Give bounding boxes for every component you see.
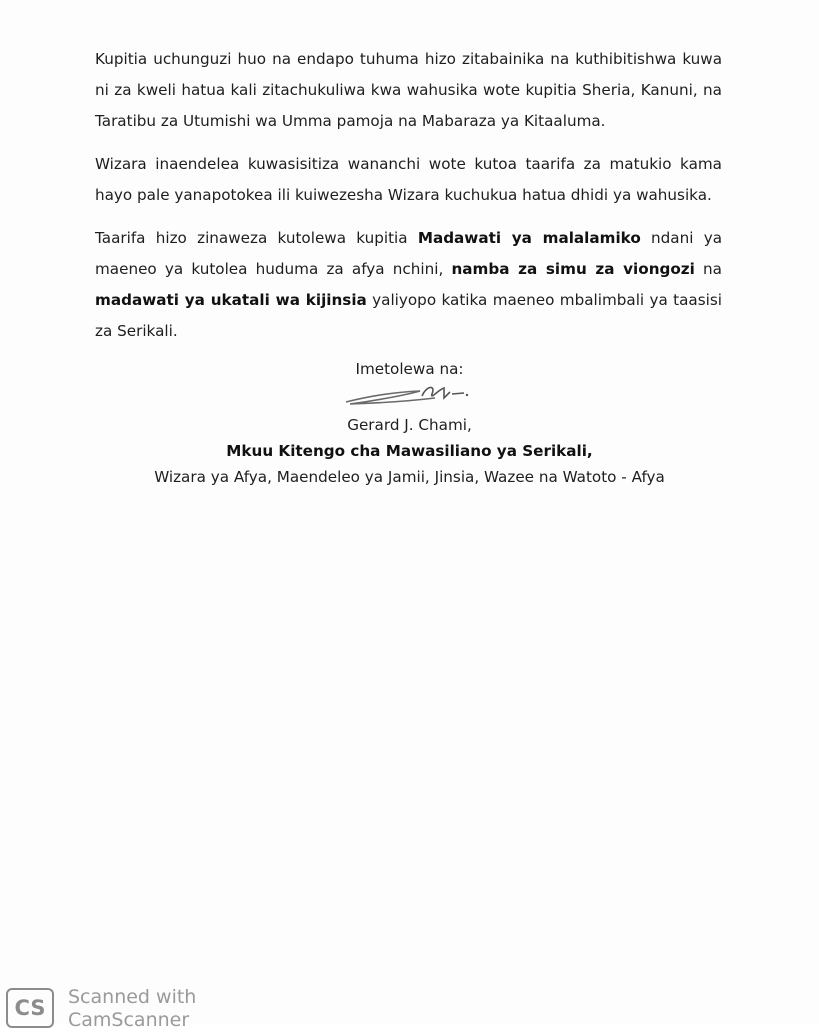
text-run: ndani ya maeneo ya kutolea huduma za afya nchini, [95, 229, 723, 278]
watermark-line-1: Scanned with [68, 986, 197, 1008]
paragraph [95, 223, 722, 347]
watermark-line-2: CamScanner [68, 1009, 190, 1031]
text-run: Taarifa hizo zinaweza kutolewa kupitia [95, 229, 418, 247]
signoff-block [0, 356, 819, 490]
text-run: yaliyopo katika maeneo mbalimbali ya taasisi za Serikali. [95, 291, 723, 340]
text-run: Kupitia uchunguzi huo na endapo tuhuma hizo zitabainika na kuthibitishwa kuwa ni za kweli hatua kali zitachukuliwa kwa wahusika wote kupitia Sheria, Kanuni, na Taratibu za Utumishi wa Umma pamoja na Mabaraza ya Kitaaluma. [95, 50, 722, 130]
bold-phrase: namba za simu za viongozi [451, 260, 695, 278]
signatory-title: Mkuu Kitengo cha Mawasiliano ya Serikali, [226, 442, 593, 460]
bold-phrase: madawati ya ukatali wa kijinsia [95, 291, 367, 309]
issued-by-label: Imetolewa na: [355, 360, 464, 378]
watermark-text [68, 986, 196, 1032]
text-run: Wizara inaendelea kuwasisitiza wananchi wote kutoa taarifa za matukio kama hayo pale yanapotokea ili kuiwezesha Wizara kuchukua hatua dhidi ya wahusika. [95, 155, 722, 204]
camscanner-logo-icon: CS [6, 988, 54, 1028]
letter-body [95, 44, 722, 359]
camscanner-watermark [0, 982, 240, 1031]
paragraph [95, 149, 722, 211]
paragraph [95, 44, 722, 137]
handwritten-signature [0, 382, 819, 412]
signatory-name: Gerard J. Chami, [347, 416, 472, 434]
bold-phrase: Madawati ya malalamiko [417, 229, 641, 247]
text-run: na [694, 260, 722, 278]
ministry-name: Wizara ya Afya, Maendeleo ya Jamii, Jinsia, Wazee na Watoto - Afya [154, 468, 665, 486]
